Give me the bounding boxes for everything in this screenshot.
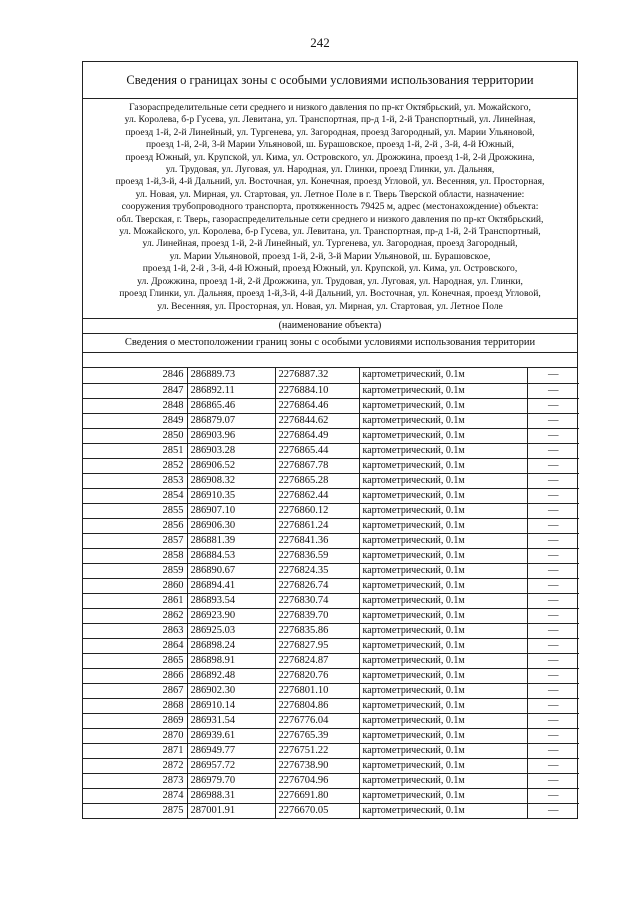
point-number-cell: 2860 <box>83 578 187 593</box>
x-coordinate-cell: 286908.32 <box>187 473 275 488</box>
point-number-cell: 2848 <box>83 398 187 413</box>
method-accuracy-cell: картометрический, 0.1м <box>359 713 527 728</box>
point-number-cell: 2854 <box>83 488 187 503</box>
x-coordinate-cell: 286898.24 <box>187 638 275 653</box>
method-accuracy-cell: картометрический, 0.1м <box>359 458 527 473</box>
dash-cell: — <box>527 473 579 488</box>
x-coordinate-cell: 286902.30 <box>187 683 275 698</box>
point-number-cell: 2864 <box>83 638 187 653</box>
dash-cell: — <box>527 623 579 638</box>
y-coordinate-cell: 2276865.28 <box>275 473 359 488</box>
dash-cell: — <box>527 428 579 443</box>
point-number-cell: 2851 <box>83 443 187 458</box>
point-number-cell: 2853 <box>83 473 187 488</box>
dash-cell: — <box>527 413 579 428</box>
dash-cell: — <box>527 503 579 518</box>
point-number-cell: 2873 <box>83 773 187 788</box>
x-coordinate-cell: 286906.52 <box>187 458 275 473</box>
table-row <box>83 788 579 803</box>
x-coordinate-cell: 286906.30 <box>187 518 275 533</box>
point-number-cell: 2847 <box>83 383 187 398</box>
dash-cell: — <box>527 368 579 383</box>
dash-cell: — <box>527 578 579 593</box>
dash-cell: — <box>527 698 579 713</box>
y-coordinate-cell: 2276751.22 <box>275 743 359 758</box>
dash-cell: — <box>527 548 579 563</box>
point-number-cell: 2872 <box>83 758 187 773</box>
point-number-cell: 2858 <box>83 548 187 563</box>
method-accuracy-cell: картометрический, 0.1м <box>359 668 527 683</box>
method-accuracy-cell: картометрический, 0.1м <box>359 698 527 713</box>
object-description <box>83 99 577 319</box>
point-number-cell: 2856 <box>83 518 187 533</box>
method-accuracy-cell: картометрический, 0.1м <box>359 383 527 398</box>
x-coordinate-cell: 286925.03 <box>187 623 275 638</box>
point-number-cell: 2857 <box>83 533 187 548</box>
method-accuracy-cell: картометрический, 0.1м <box>359 548 527 563</box>
dash-cell: — <box>527 668 579 683</box>
method-accuracy-cell: картометрический, 0.1м <box>359 608 527 623</box>
dash-cell: — <box>527 533 579 548</box>
y-coordinate-cell: 2276820.76 <box>275 668 359 683</box>
dash-cell: — <box>527 638 579 653</box>
y-coordinate-cell: 2276830.74 <box>275 593 359 608</box>
point-number-cell: 2875 <box>83 803 187 818</box>
method-accuracy-cell: картометрический, 0.1м <box>359 488 527 503</box>
point-number-cell: 2850 <box>83 428 187 443</box>
table-row <box>83 518 579 533</box>
table-row <box>83 728 579 743</box>
table-row <box>83 488 579 503</box>
point-number-cell: 2862 <box>83 608 187 623</box>
object-description-line: сооружения трубопроводного транспорта, протяженность 79425 м, адрес (местонахождение) объекта: <box>121 201 539 213</box>
dash-cell: — <box>527 743 579 758</box>
point-number-cell: 2852 <box>83 458 187 473</box>
object-description-line: проезд 1-й, 2-й Линейный, ул. Тургенева, ул. Загородная, проезд Загородный, ул. Марии Ульяновой, <box>125 126 535 138</box>
x-coordinate-cell: 286892.48 <box>187 668 275 683</box>
y-coordinate-cell: 2276861.24 <box>275 518 359 533</box>
x-coordinate-cell: 286893.54 <box>187 593 275 608</box>
page-number: 242 <box>310 35 330 50</box>
x-coordinate-cell: 286988.31 <box>187 788 275 803</box>
y-coordinate-cell: 2276864.49 <box>275 428 359 443</box>
table-row <box>83 698 579 713</box>
table-row <box>83 803 579 818</box>
table-row <box>83 593 579 608</box>
dash-cell: — <box>527 803 579 818</box>
x-coordinate-cell: 286884.53 <box>187 548 275 563</box>
x-coordinate-cell: 286979.70 <box>187 773 275 788</box>
dash-cell: — <box>527 653 579 668</box>
dash-cell: — <box>527 683 579 698</box>
x-coordinate-cell: 286903.96 <box>187 428 275 443</box>
object-description-line: проезд Глинки, ул. Дальняя, проезд 1-й,3-й, 4-й Дальний, ул. Восточная, ул. Конечная, проезд Угловой, <box>119 288 541 300</box>
y-coordinate-cell: 2276670.05 <box>275 803 359 818</box>
object-description-line: проезд 1-й,3-й, 4-й Дальний, ул. Восточная, ул. Конечная, проезд Угловой, ул. Весенняя, ул. Просторная, <box>115 176 545 188</box>
x-coordinate-cell: 286923.90 <box>187 608 275 623</box>
table-row <box>83 398 579 413</box>
point-number-cell: 2867 <box>83 683 187 698</box>
dash-cell: — <box>527 788 579 803</box>
y-coordinate-cell: 2276844.62 <box>275 413 359 428</box>
table-header-spacer <box>83 353 577 368</box>
object-description-line: ул. Трудовая, ул. Луговая, ул. Народная, ул. Глинки, проезд Глинки, ул. Дальняя, <box>165 164 495 176</box>
x-coordinate-cell: 287001.91 <box>187 803 275 818</box>
y-coordinate-cell: 2276691.80 <box>275 788 359 803</box>
method-accuracy-cell: картометрический, 0.1м <box>359 368 527 383</box>
method-accuracy-cell: картометрический, 0.1м <box>359 743 527 758</box>
point-number-cell: 2855 <box>83 503 187 518</box>
method-accuracy-cell: картометрический, 0.1м <box>359 728 527 743</box>
dash-cell: — <box>527 563 579 578</box>
table-row <box>83 668 579 683</box>
method-accuracy-cell: картометрический, 0.1м <box>359 503 527 518</box>
x-coordinate-cell: 286939.61 <box>187 728 275 743</box>
y-coordinate-cell: 2276765.39 <box>275 728 359 743</box>
object-caption: (наименование объекта) <box>83 319 577 334</box>
method-accuracy-cell: картометрический, 0.1м <box>359 788 527 803</box>
table-row <box>83 548 579 563</box>
object-description-lines <box>87 102 573 313</box>
method-accuracy-cell: картометрический, 0.1м <box>359 578 527 593</box>
method-accuracy-cell: картометрический, 0.1м <box>359 803 527 818</box>
y-coordinate-cell: 2276867.78 <box>275 458 359 473</box>
y-coordinate-cell: 2276824.87 <box>275 653 359 668</box>
table-row <box>83 413 579 428</box>
table-row <box>83 383 579 398</box>
method-accuracy-cell: картометрический, 0.1м <box>359 758 527 773</box>
object-description-line: ул. Можайского, ул. Королева, б-р Гусева, ул. Левитана, ул. Транспортная, пр-д 1-й, 2-й Транспортный, <box>119 226 541 238</box>
method-accuracy-cell: картометрический, 0.1м <box>359 593 527 608</box>
x-coordinate-cell: 286907.10 <box>187 503 275 518</box>
x-coordinate-cell: 286931.54 <box>187 713 275 728</box>
point-number-cell: 2874 <box>83 788 187 803</box>
point-number-cell: 2846 <box>83 368 187 383</box>
table-row <box>83 563 579 578</box>
method-accuracy-cell: картометрический, 0.1м <box>359 623 527 638</box>
y-coordinate-cell: 2276839.70 <box>275 608 359 623</box>
method-accuracy-cell: картометрический, 0.1м <box>359 563 527 578</box>
y-coordinate-cell: 2276841.36 <box>275 533 359 548</box>
y-coordinate-cell: 2276887.32 <box>275 368 359 383</box>
object-description-line: Газораспределительные сети среднего и низкого давления по пр-кт Октябрьский, ул. Можайского, <box>129 102 531 113</box>
dash-cell: — <box>527 398 579 413</box>
point-number-cell: 2871 <box>83 743 187 758</box>
object-description-line: ул. Линейная, проезд 1-й, 2-й Линейный, ул. Тургенева, ул. Загородная, проезд Загородный, <box>142 238 518 250</box>
point-number-cell: 2870 <box>83 728 187 743</box>
object-description-line: проезд 1-й, 2-й, 3-й Марии Ульяновой, ш. Бурашовское, проезд 1-й, 2-й , 3-й, 4-й Южный, <box>145 139 515 151</box>
x-coordinate-cell: 286881.39 <box>187 533 275 548</box>
point-number-cell: 2849 <box>83 413 187 428</box>
x-coordinate-cell: 286879.07 <box>187 413 275 428</box>
dash-cell: — <box>527 443 579 458</box>
method-accuracy-cell: картометрический, 0.1м <box>359 413 527 428</box>
object-description-line: ул. Весенняя, ул. Просторная, ул. Новая, ул. Мирная, ул. Стартовая, ул. Летное Поле <box>157 300 503 312</box>
x-coordinate-cell: 286957.72 <box>187 758 275 773</box>
object-description-line: проезд Южный, ул. Крупской, ул. Кима, ул. Островского, ул. Дрожжина, проезд 1-й, 2-й Дрожжина, <box>125 151 535 163</box>
dash-cell: — <box>527 593 579 608</box>
table-row <box>83 758 579 773</box>
y-coordinate-cell: 2276776.04 <box>275 713 359 728</box>
dash-cell: — <box>527 608 579 623</box>
document-title: Сведения о границах зоны с особыми условиями использования территории <box>83 62 577 99</box>
method-accuracy-cell: картометрический, 0.1м <box>359 473 527 488</box>
x-coordinate-cell: 286910.14 <box>187 698 275 713</box>
dash-cell: — <box>527 758 579 773</box>
dash-cell: — <box>527 488 579 503</box>
object-description-line: проезд 1-й, 2-й , 3-й, 4-й Южный, проезд Южный, ул. Крупской, ул. Кима, ул. Островского, <box>142 263 518 275</box>
table-row <box>83 368 579 383</box>
table-row <box>83 443 579 458</box>
table-row <box>83 683 579 698</box>
method-accuracy-cell: картометрический, 0.1м <box>359 773 527 788</box>
table-row <box>83 743 579 758</box>
y-coordinate-cell: 2276824.35 <box>275 563 359 578</box>
object-description-line: ул. Новая, ул. Мирная, ул. Стартовая, ул. Летное Поле в г. Тверь Тверской области, назначение: <box>135 188 525 200</box>
method-accuracy-cell: картометрический, 0.1м <box>359 518 527 533</box>
point-number-cell: 2859 <box>83 563 187 578</box>
table-row <box>83 473 579 488</box>
dash-cell: — <box>527 728 579 743</box>
table-row <box>83 773 579 788</box>
point-number-cell: 2863 <box>83 623 187 638</box>
y-coordinate-cell: 2276860.12 <box>275 503 359 518</box>
coordinates-table <box>83 368 579 818</box>
x-coordinate-cell: 286949.77 <box>187 743 275 758</box>
document-frame <box>82 61 578 819</box>
table-row <box>83 503 579 518</box>
method-accuracy-cell: картометрический, 0.1м <box>359 653 527 668</box>
coordinates-table-body <box>83 368 579 818</box>
y-coordinate-cell: 2276836.59 <box>275 548 359 563</box>
x-coordinate-cell: 286889.73 <box>187 368 275 383</box>
x-coordinate-cell: 286903.28 <box>187 443 275 458</box>
y-coordinate-cell: 2276864.46 <box>275 398 359 413</box>
y-coordinate-cell: 2276738.90 <box>275 758 359 773</box>
table-row <box>83 638 579 653</box>
table-row <box>83 713 579 728</box>
x-coordinate-cell: 286894.41 <box>187 578 275 593</box>
point-number-cell: 2869 <box>83 713 187 728</box>
method-accuracy-cell: картометрический, 0.1м <box>359 428 527 443</box>
table-row <box>83 608 579 623</box>
y-coordinate-cell: 2276826.74 <box>275 578 359 593</box>
y-coordinate-cell: 2276804.86 <box>275 698 359 713</box>
table-row <box>83 578 579 593</box>
dash-cell: — <box>527 773 579 788</box>
table-row <box>83 653 579 668</box>
point-number-cell: 2861 <box>83 593 187 608</box>
object-description-line: ул. Дрожжина, проезд 1-й, 2-й Дрожжина, ул. Трудовая, ул. Луговая, ул. Народная, ул. Глинки, <box>137 275 523 287</box>
location-heading: Сведения о местоположении границ зоны с особыми условиями использования территории <box>83 334 577 353</box>
object-description-line: ул. Марии Ульяновой, проезд 1-й, 2-й, 3-й Марии Ульяновой, ш. Бурашовское, <box>169 250 491 262</box>
dash-cell: — <box>527 518 579 533</box>
y-coordinate-cell: 2276862.44 <box>275 488 359 503</box>
x-coordinate-cell: 286898.91 <box>187 653 275 668</box>
x-coordinate-cell: 286865.46 <box>187 398 275 413</box>
dash-cell: — <box>527 713 579 728</box>
y-coordinate-cell: 2276801.10 <box>275 683 359 698</box>
dash-cell: — <box>527 458 579 473</box>
table-row <box>83 533 579 548</box>
object-description-line: ул. Королева, б-р Гусева, ул. Левитана, ул. Транспортная, пр-д 1-й, 2-й Транспортный, ул. Линейная, <box>124 114 536 126</box>
point-number-cell: 2866 <box>83 668 187 683</box>
point-number-cell: 2865 <box>83 653 187 668</box>
y-coordinate-cell: 2276827.95 <box>275 638 359 653</box>
x-coordinate-cell: 286890.67 <box>187 563 275 578</box>
method-accuracy-cell: картометрический, 0.1м <box>359 443 527 458</box>
method-accuracy-cell: картометрический, 0.1м <box>359 638 527 653</box>
y-coordinate-cell: 2276884.10 <box>275 383 359 398</box>
dash-cell: — <box>527 383 579 398</box>
object-description-line: обл. Тверская, г. Тверь, газораспределительные сети среднего и низкого давления по пр-кт Октябрьский, <box>116 213 544 225</box>
x-coordinate-cell: 286892.11 <box>187 383 275 398</box>
table-row <box>83 623 579 638</box>
method-accuracy-cell: картометрический, 0.1м <box>359 533 527 548</box>
table-row <box>83 428 579 443</box>
y-coordinate-cell: 2276704.96 <box>275 773 359 788</box>
y-coordinate-cell: 2276835.86 <box>275 623 359 638</box>
method-accuracy-cell: картометрический, 0.1м <box>359 398 527 413</box>
y-coordinate-cell: 2276865.44 <box>275 443 359 458</box>
table-row <box>83 458 579 473</box>
method-accuracy-cell: картометрический, 0.1м <box>359 683 527 698</box>
point-number-cell: 2868 <box>83 698 187 713</box>
x-coordinate-cell: 286910.35 <box>187 488 275 503</box>
